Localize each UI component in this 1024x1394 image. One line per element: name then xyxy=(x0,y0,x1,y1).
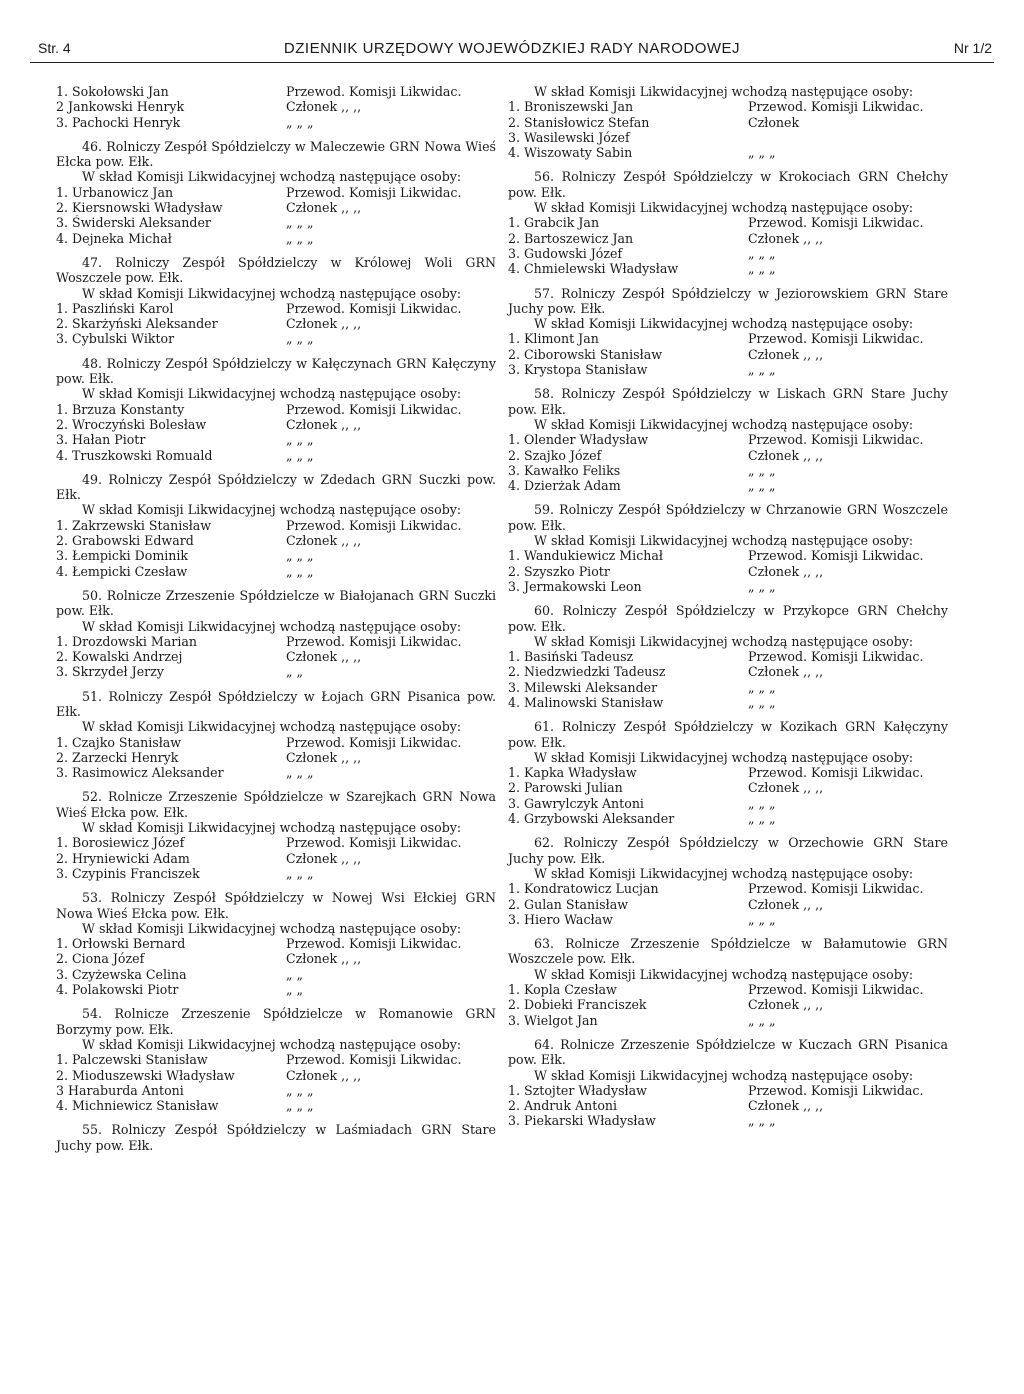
member-name: 2. Zarzecki Henryk xyxy=(56,749,179,765)
member-name: 3. Jermakowski Leon xyxy=(508,578,642,594)
member-role: „ „ „ xyxy=(748,811,776,827)
member-name: 3. Świderski Aleksander xyxy=(56,215,211,231)
member-name: 3. Łempicki Dominik xyxy=(56,548,189,564)
member-row xyxy=(56,301,496,316)
member-name: 1. Sztojter Władysław xyxy=(508,1082,647,1098)
member-name: 2. Kowalski Andrzej xyxy=(56,649,183,665)
section-heading: 55. Rolniczy Zespół Spółdzielczy w Laśmiadach GRN Stare Juchy pow. Ełk. xyxy=(56,1122,496,1153)
member-name: 1. Borosiewicz Józef xyxy=(56,835,185,851)
committee-intro: W skład Komisji Likwidacyjnej wchodzą następujące osoby: xyxy=(534,200,914,216)
member-name: 1. Grabcik Jan xyxy=(508,215,600,231)
member-row xyxy=(56,951,496,966)
member-row xyxy=(508,811,948,826)
member-role: Członek ,, ,, xyxy=(286,99,362,115)
member-name: 3. Cybulski Wiktor xyxy=(56,331,175,347)
member-row xyxy=(56,664,496,679)
member-role: „ „ xyxy=(286,966,304,982)
section-heading: 64. Rolnicze Zrzeszenie Spółdzielcze w Kuczach GRN Pisanica pow. Ełk. xyxy=(508,1036,948,1068)
member-row xyxy=(56,1052,496,1067)
member-row xyxy=(508,1083,948,1098)
member-name: 1. Paszliński Karol xyxy=(56,300,174,316)
member-name: 2. Andruk Antoni xyxy=(508,1098,618,1114)
member-row xyxy=(508,115,948,130)
page-header xyxy=(30,34,994,63)
member-role: „ „ „ xyxy=(286,765,314,781)
member-row xyxy=(56,835,496,850)
member-row xyxy=(508,564,948,579)
member-name: 3. Czypinis Franciszek xyxy=(56,865,200,881)
member-row xyxy=(56,448,496,463)
member-row xyxy=(508,145,948,160)
member-name: 3. Hałan Piotr xyxy=(56,432,146,448)
member-role: Przewod. Komisji Likwidac. xyxy=(286,835,462,851)
member-role: Przewod. Komisji Likwidac. xyxy=(286,517,462,533)
member-row xyxy=(56,765,496,780)
member-name: 1. Brzuza Konstanty xyxy=(56,401,185,417)
member-row xyxy=(56,99,496,114)
member-role: Członek ,, ,, xyxy=(286,316,362,332)
member-row xyxy=(56,866,496,881)
section-heading: 57. Rolniczy Zespół Spółdzielczy w Jeziorowskiem GRN Stare Juchy pow. Ełk. xyxy=(508,285,948,316)
committee-intro: W skład Komisji Likwidacyjnej wchodzą następujące osoby: xyxy=(534,416,914,432)
member-name: 2. Dobieki Franciszek xyxy=(508,997,647,1013)
member-name: 2. Gulan Stanisław xyxy=(508,896,629,912)
member-row xyxy=(508,1098,948,1113)
section-heading: 60. Rolniczy Zespół Spółdzielczy w Przykopce GRN Chełchy pow. Ełk. xyxy=(508,603,948,634)
member-row xyxy=(56,417,496,432)
member-name: 4. Łempicki Czesław xyxy=(56,563,188,579)
member-role: Członek ,, ,, xyxy=(748,780,824,796)
member-role: Członek ,, ,, xyxy=(286,649,362,665)
committee-intro: W skład Komisji Likwidacyjnej wchodzą następujące osoby: xyxy=(534,865,914,881)
member-row xyxy=(56,432,496,447)
member-name: 3. Gawrylczyk Antoni xyxy=(508,795,644,811)
member-row xyxy=(56,185,496,200)
section-heading: 62. Rolniczy Zespół Spółdzielczy w Orzechowie GRN Stare Juchy pow. Ełk. xyxy=(508,835,948,866)
member-row xyxy=(508,680,948,695)
section-heading: 47. Rolniczy Zespół Spółdzielczy w Królowej Woli GRN Woszczele pow. Ełk. xyxy=(56,254,496,286)
member-row xyxy=(56,533,496,548)
member-row xyxy=(56,634,496,649)
member-name: 3. Kawałko Feliks xyxy=(508,462,621,478)
member-name: 3. Milewski Aleksander xyxy=(508,679,658,695)
member-row xyxy=(508,1013,948,1028)
member-row xyxy=(508,780,948,795)
member-role: Członek ,, ,, xyxy=(748,1098,824,1114)
member-row xyxy=(56,84,496,99)
member-name: 3. Krystopa Stanisław xyxy=(508,362,648,378)
member-name: 1. Wandukiewicz Michał xyxy=(508,548,663,564)
member-name: 1. Klimont Jan xyxy=(508,331,599,347)
member-name: 3. Czyżewska Celina xyxy=(56,966,187,982)
member-row xyxy=(56,967,496,982)
member-name: 1. Urbanowicz Jan xyxy=(56,184,174,200)
member-role: „ „ xyxy=(286,664,304,680)
section-heading: 56. Rolniczy Zespół Spółdzielczy w Krokociach GRN Chełchy pow. Ełk. xyxy=(508,169,948,200)
member-role: „ „ „ xyxy=(748,578,776,594)
member-role: „ „ „ xyxy=(748,1012,776,1028)
member-role: „ „ „ xyxy=(748,362,776,378)
member-row xyxy=(508,1113,948,1128)
section-heading: 49. Rolniczy Zespół Spółdzielczy w Zdedach GRN Suczki pow. Ełk. xyxy=(56,471,496,503)
member-name: 4. Michniewicz Stanisław xyxy=(56,1098,219,1114)
member-name: 1. Olender Władysław xyxy=(508,432,649,448)
member-role: „ „ „ xyxy=(748,145,776,161)
section-heading: 51. Rolniczy Zespół Spółdzielczy w Łojach GRN Pisanica pow. Ełk. xyxy=(56,688,496,719)
member-role: Przewod. Komisji Likwidac. xyxy=(286,300,462,316)
member-row xyxy=(56,215,496,230)
member-row xyxy=(56,231,496,246)
member-name: 3. Skrzydeł Jerzy xyxy=(56,664,164,680)
committee-intro: W skład Komisji Likwidacyjnej wchodzą następujące osoby: xyxy=(534,966,914,982)
section-heading: 63. Rolnicze Zrzeszenie Spółdzielcze w Bałamutowie GRN Woszczele pow. Ełk. xyxy=(508,936,948,967)
member-role xyxy=(748,130,948,145)
member-role: „ „ „ xyxy=(748,462,776,478)
member-name: 3. Hiero Wacław xyxy=(508,911,613,927)
member-role: Przewod. Komisji Likwidac. xyxy=(748,649,924,665)
member-row xyxy=(508,897,948,912)
member-role: Przewod. Komisji Likwidac. xyxy=(286,84,462,99)
member-role: Członek ,, ,, xyxy=(748,896,824,912)
member-role: Przewod. Komisji Likwidac. xyxy=(286,936,462,952)
member-role: Członek ,, ,, xyxy=(748,664,824,680)
member-row xyxy=(56,649,496,664)
member-row xyxy=(508,331,948,346)
member-role: Członek ,, ,, xyxy=(286,533,362,549)
member-row xyxy=(56,1098,496,1113)
member-name: 2. Skarżyński Aleksander xyxy=(56,316,218,332)
member-name: 3. Wasilewski Józef xyxy=(508,129,630,145)
member-role: „ „ „ xyxy=(748,911,776,927)
member-row xyxy=(508,548,948,563)
member-row xyxy=(56,331,496,346)
section-heading: 53. Rolniczy Zespół Spółdzielczy w Nowej Wsi Ełckiej GRN Nowa Wieś Ełcka pow. Ełk. xyxy=(56,890,496,921)
section-heading: 59. Rolniczy Zespół Spółdzielczy w Chrzanowie GRN Woszczele pow. Ełk. xyxy=(508,502,948,533)
member-row xyxy=(508,579,948,594)
member-row xyxy=(56,402,496,417)
member-role: Członek ,, ,, xyxy=(286,749,362,765)
member-name: 2. Kiersnowski Władysław xyxy=(56,200,223,216)
member-name: 2. Bartoszewicz Jan xyxy=(508,230,634,246)
member-row xyxy=(56,851,496,866)
member-row xyxy=(508,796,948,811)
member-name: 4. Truszkowski Romuald xyxy=(56,447,213,463)
member-name: 1. Sokołowski Jan xyxy=(56,84,169,99)
member-name: 3. Rasimowicz Aleksander xyxy=(56,765,224,781)
member-row xyxy=(56,982,496,997)
member-role: Przewod. Komisji Likwidac. xyxy=(286,734,462,750)
member-name: 4. Dejneka Michał xyxy=(56,230,172,246)
journal-title: DZIENNIK URZĘDOWY WOJEWÓDZKIEJ RADY NARODOWEJ xyxy=(283,40,741,57)
member-row xyxy=(56,735,496,750)
member-role: „ „ „ xyxy=(286,548,314,564)
member-role: „ „ „ xyxy=(286,331,314,347)
committee-intro: W skład Komisji Likwidacyjnej wchodzą następujące osoby: xyxy=(82,285,462,301)
member-name: 4. Chmielewski Władysław xyxy=(508,261,679,277)
member-row xyxy=(56,316,496,331)
member-row xyxy=(508,261,948,276)
member-name: 4. Polakowski Piotr xyxy=(56,982,179,998)
committee-intro: W skład Komisji Likwidacyjnej wchodzą następujące osoby: xyxy=(82,502,462,518)
member-role: Przewod. Komisji Likwidac. xyxy=(286,184,462,200)
member-name: 2. Szajko Józef xyxy=(508,447,602,463)
member-row xyxy=(508,478,948,493)
member-row xyxy=(508,246,948,261)
member-name: 1. Broniszewski Jan xyxy=(508,99,634,115)
member-row xyxy=(508,215,948,230)
section-heading: 46. Rolniczy Zespół Spółdzielczy w Maleczewie GRN Nowa Wieś Ełcka pow. Ełk. xyxy=(56,138,496,170)
member-name: 1. Kopla Czesław xyxy=(508,982,617,998)
member-name: 2. Parowski Julian xyxy=(508,780,623,796)
member-row xyxy=(56,936,496,951)
member-name: 2 Jankowski Henryk xyxy=(56,99,185,115)
member-role: „ „ „ xyxy=(748,795,776,811)
member-name: 3. Pachocki Henryk xyxy=(56,114,181,130)
section-heading: 58. Rolniczy Zespół Spółdzielczy w Liskach GRN Stare Juchy pow. Ełk. xyxy=(508,386,948,417)
member-role: Członek ,, ,, xyxy=(286,200,362,216)
member-row xyxy=(56,115,496,130)
member-name: 2. Szyszko Piotr xyxy=(508,563,610,579)
committee-intro: W skład Komisji Likwidacyjnej wchodzą następujące osoby: xyxy=(82,386,462,402)
member-role: Przewod. Komisji Likwidac. xyxy=(748,432,924,448)
member-name: 1. Kapka Władysław xyxy=(508,765,637,781)
member-role: Członek ,, ,, xyxy=(286,1067,362,1083)
member-row xyxy=(508,347,948,362)
member-name: 2. Wroczyński Bolesław xyxy=(56,416,207,432)
member-role: Przewod. Komisji Likwidac. xyxy=(748,548,924,564)
member-role: Członek ,, ,, xyxy=(748,997,824,1013)
committee-intro: W skład Komisji Likwidacyjnej wchodzą następujące osoby: xyxy=(534,633,914,649)
page-number: Str. 4 xyxy=(38,40,71,56)
member-row xyxy=(56,564,496,579)
member-role: „ „ „ xyxy=(286,432,314,448)
member-row xyxy=(508,912,948,927)
member-row xyxy=(56,548,496,563)
member-row xyxy=(508,448,948,463)
member-name: 1. Zakrzewski Stanisław xyxy=(56,517,212,533)
committee-intro: W skład Komisji Likwidacyjnej wchodzą następujące osoby: xyxy=(82,618,462,634)
member-role: „ „ xyxy=(286,982,304,998)
committee-intro: W skład Komisji Likwidacyjnej wchodzą następujące osoby: xyxy=(82,820,462,836)
committee-intro: W skład Komisji Likwidacyjnej wchodzą następujące osoby: xyxy=(82,920,462,936)
member-role: „ „ „ xyxy=(748,1113,776,1129)
member-row xyxy=(56,1083,496,1098)
member-row xyxy=(56,750,496,765)
member-role: Członek ,, ,, xyxy=(748,230,824,246)
committee-intro: W skład Komisji Likwidacyjnej wchodzą następujące osoby: xyxy=(82,1036,462,1052)
member-name: 1. Basiński Tadeusz xyxy=(508,649,634,665)
member-role: Członek ,, ,, xyxy=(748,447,824,463)
section-heading: 54. Rolnicze Zrzeszenie Spółdzielcze w Romanowie GRN Borzymy pow. Ełk. xyxy=(56,1006,496,1037)
member-name: 4. Malinowski Stanisław xyxy=(508,694,664,710)
member-role: Członek ,, ,, xyxy=(286,951,362,967)
committee-intro: W skład Komisji Likwidacyjnej wchodzą następujące osoby: xyxy=(534,533,914,549)
member-name: 3. Gudowski Józef xyxy=(508,245,623,261)
member-row xyxy=(508,997,948,1012)
section-heading: 50. Rolnicze Zrzeszenie Spółdzielcze w Białojanach GRN Suczki pow. Ełk. xyxy=(56,587,496,619)
member-name: 2. Hryniewicki Adam xyxy=(56,850,190,866)
member-name: 4. Dzierżak Adam xyxy=(508,478,621,494)
member-role: Przewod. Komisji Likwidac. xyxy=(748,331,924,347)
member-role: „ „ „ xyxy=(286,563,314,579)
member-role: Przewod. Komisji Likwidac. xyxy=(286,1052,462,1068)
member-role: „ „ „ xyxy=(286,447,314,463)
member-row xyxy=(508,695,948,710)
member-name: 2. Mioduszewski Władysław xyxy=(56,1067,235,1083)
member-name: 1. Czajko Stanisław xyxy=(56,734,182,750)
member-name: 2. Ciborowski Stanisław xyxy=(508,346,663,362)
committee-intro: W skład Komisji Likwidacyjnej wchodzą następujące osoby: xyxy=(534,316,914,332)
member-name: 2. Niedzwiedzki Tadeusz xyxy=(508,664,666,680)
member-name: 2. Ciona Józef xyxy=(56,951,145,967)
member-name: 3 Haraburda Antoni xyxy=(56,1082,184,1098)
member-name: 2. Grabowski Edward xyxy=(56,533,194,549)
member-role: „ „ „ xyxy=(286,1098,314,1114)
member-row xyxy=(56,1068,496,1083)
committee-intro: W skład Komisji Likwidacyjnej wchodzą następujące osoby: xyxy=(82,169,462,185)
member-role: Przewod. Komisji Likwidac. xyxy=(748,1082,924,1098)
member-role: „ „ „ xyxy=(748,245,776,261)
member-role: „ „ „ xyxy=(286,114,314,130)
section-heading: 48. Rolniczy Zespół Spółdzielczy w Kałęczynach GRN Kałęczyny pow. Ełk. xyxy=(56,355,496,387)
member-role: „ „ „ xyxy=(286,1082,314,1098)
member-row xyxy=(56,200,496,215)
section-heading: 52. Rolnicze Zrzeszenie Spółdzielcze w Szarejkach GRN Nowa Wieś Ełcka pow. Ełk. xyxy=(56,789,496,820)
member-name: 1. Orłowski Bernard xyxy=(56,936,186,952)
committee-intro: W skład Komisji Likwidacyjnej wchodzą następujące osoby: xyxy=(534,1067,914,1083)
member-row xyxy=(508,649,948,664)
member-name: 4. Grzybowski Aleksander xyxy=(508,811,675,827)
member-row xyxy=(508,362,948,377)
member-role: „ „ „ xyxy=(286,215,314,231)
member-role: Członek ,, ,, xyxy=(286,416,362,432)
member-role: Członek ,, ,, xyxy=(286,850,362,866)
member-role: Przewod. Komisji Likwidac. xyxy=(748,765,924,781)
member-name: 2. Stanisłowicz Stefan xyxy=(508,114,650,130)
member-role: Przewod. Komisji Likwidac. xyxy=(748,982,924,998)
member-row xyxy=(508,130,948,145)
member-row xyxy=(508,982,948,997)
member-name: 3. Wielgot Jan xyxy=(508,1012,598,1028)
section-heading: 61. Rolniczy Zespół Spółdzielczy w Kozikach GRN Kałęczyny pow. Ełk. xyxy=(508,719,948,750)
member-row xyxy=(508,881,948,896)
member-role: Przewod. Komisji Likwidac. xyxy=(286,633,462,649)
committee-intro: W skład Komisji Likwidacyjnej wchodzą następujące osoby: xyxy=(534,749,914,765)
member-role: Członek ,, ,, xyxy=(748,346,824,362)
committee-intro: W skład Komisji Likwidacyjnej wchodzą następujące osoby: xyxy=(534,84,914,99)
member-row xyxy=(508,463,948,478)
member-row xyxy=(56,518,496,533)
member-row xyxy=(508,664,948,679)
member-role: „ „ „ xyxy=(748,478,776,494)
member-role: Przewod. Komisji Likwidac. xyxy=(748,215,924,231)
member-role: Przewod. Komisji Likwidac. xyxy=(286,401,462,417)
member-role: „ „ „ xyxy=(748,679,776,695)
member-name: 3. Piekarski Władysław xyxy=(508,1113,656,1129)
member-role: „ „ „ xyxy=(286,230,314,246)
member-role: Przewod. Komisji Likwidac. xyxy=(748,99,924,115)
member-row xyxy=(508,99,948,114)
member-role: Członek ,, ,, xyxy=(748,563,824,579)
member-role: „ „ „ xyxy=(286,865,314,881)
left-column xyxy=(56,84,496,1153)
member-name: 1. Kondratowicz Lucjan xyxy=(508,881,659,897)
right-column xyxy=(508,84,948,1129)
member-row xyxy=(508,231,948,246)
member-role: Członek xyxy=(748,114,800,130)
member-name: 1. Drozdowski Marian xyxy=(56,633,197,649)
issue-number: Nr 1/2 xyxy=(953,40,992,56)
committee-intro: W skład Komisji Likwidacyjnej wchodzą następujące osoby: xyxy=(82,719,462,735)
member-role: „ „ „ xyxy=(748,694,776,710)
member-name: 1. Palczewski Stanisław xyxy=(56,1052,208,1068)
member-role: „ „ „ xyxy=(748,261,776,277)
member-row xyxy=(508,432,948,447)
member-role: Przewod. Komisji Likwidac. xyxy=(748,881,924,897)
member-row xyxy=(508,765,948,780)
member-name: 4. Wiszowaty Sabin xyxy=(508,145,633,161)
